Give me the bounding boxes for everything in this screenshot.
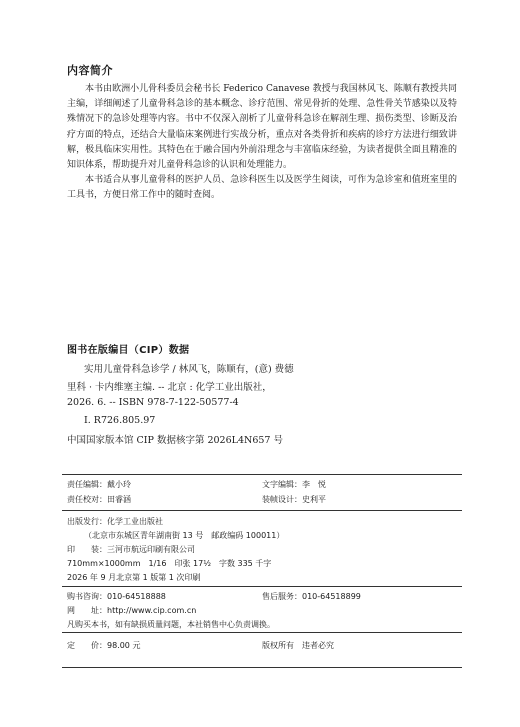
cip-line-2: 里科 · 卡内维塞主编. -- 北京 : 化学工业出版社， [67, 382, 272, 393]
intro-title: 内容简介 [67, 64, 113, 77]
cip-line-4: Ⅰ. R726.805.97 [84, 415, 156, 426]
publisher: 出版发行：化学工业出版社 [67, 517, 163, 526]
exchange-notice: 凡购买本书，如有缺损质量问题，本社销售中心负责调换。 [67, 620, 275, 629]
after-sales-hotline: 售后服务：010-64518899 [262, 592, 361, 601]
cip-line-1: 实用儿童骨科急诊学 / 林风飞，陈顺有，(意) 费德 [84, 364, 294, 375]
divider-rule [62, 510, 462, 511]
purchase-hotline: 购书咨询：010-64518888 [67, 592, 166, 601]
price: 定 价：98.00 元 [67, 641, 141, 650]
text-editor: 文字编辑：李 悦 [262, 480, 326, 489]
divider-rule [62, 632, 462, 633]
divider-rule [62, 667, 462, 668]
cip-line-3: 2026. 6. -- ISBN 978-7-122-50577-4 [67, 397, 239, 408]
proofreader: 责任校对：田睿涵 [67, 495, 131, 504]
printer: 印 装：三河市航远印刷有限公司 [67, 545, 195, 554]
website: 网 址：http://www.cip.com.cn [67, 606, 197, 615]
book-format: 710mm×1000mm 1/16 印张 17½ 字数 335 千字 [67, 559, 272, 568]
copyright-notice: 版权所有 违者必究 [262, 641, 334, 650]
divider-rule [62, 586, 462, 587]
intro-paragraph-1: 本书由欧洲小儿骨科委员会秘书长 Federico Canavese 教授与我国林风飞、陈顺有教授共同主编，详细阐述了儿童骨科急诊的基本概念、诊疗范围、常见骨折的处理、急性骨关节感染以及特殊情况下的急诊处理等内容。书中不仅深入剖析了儿童骨科急诊在解剖生理、损伤类型、诊断及治疗方面的特点，还结合大量临床案例进行实战分析，重点对各类骨折和疾病的诊疗方法进行细致讲解，极具临床实用性。其特色在于融合国内外前沿理念与丰富临床经验，为读者提供全面且精准的知识体系，帮助提升对儿童骨科急诊的认识和处理能力。 [67, 84, 457, 171]
publisher-address: （北京市东城区青年湖南街 13 号 邮政编码 100011） [84, 531, 285, 540]
cip-title: 图书在版编目（CIP）数据 [67, 345, 190, 356]
intro-paragraph-2: 本书适合从事儿童骨科的医护人员、急诊科医生以及医学生阅读，可作为急诊室和值班室里的工具书，方便日常工作中的随时查阅。 [67, 175, 457, 201]
responsible-editor: 责任编辑：戴小玲 [67, 480, 131, 489]
edition-info: 2026 年 9 月北京第 1 版第 1 次印刷 [67, 573, 201, 582]
divider-rule [62, 474, 462, 475]
cover-designer: 装帧设计：史利平 [262, 495, 326, 504]
cip-line-5: 中国国家版本馆 CIP 数据核字第 2026L4N657 号 [67, 435, 283, 446]
